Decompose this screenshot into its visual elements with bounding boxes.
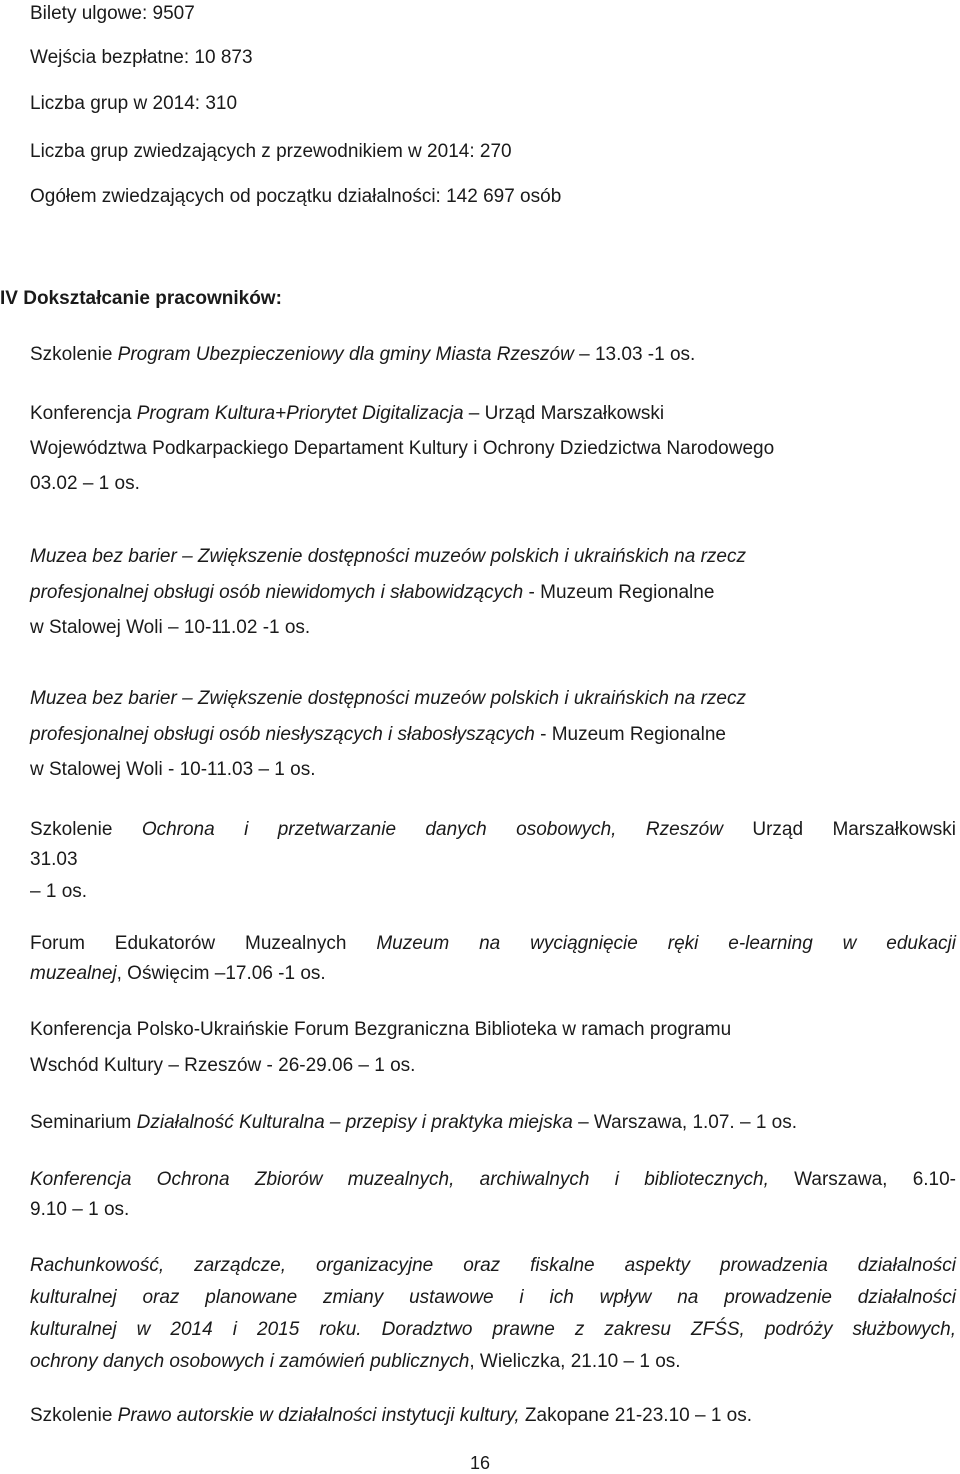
stat-group-count: Liczba grup w 2014: 310 (30, 93, 238, 114)
entry-museums-deaf-line1: Muzea bez barier – Zwiększenie dostępności muzeów polskich i ukraińskich na rzecz (30, 688, 746, 709)
entry-museums-deaf-line3: w Stalowej Woli - 10-11.03 – 1 os. (30, 759, 316, 780)
stat-total-visitors: Ogółem zwiedzających od początku działalności: 142 697 osób (30, 186, 562, 207)
entry-conference-library-line1: Konferencja Polsko-Ukraińskie Forum Bezgraniczna Biblioteka w ramach programu (30, 1019, 732, 1040)
entry-forum-educators-line1: Forum Edukatorów Muzealnych Muzeum na wyciągnięcie ręki e-learning w edukacji (30, 933, 956, 954)
stat-free-entries: Wejścia bezpłatne: 10 873 (30, 47, 253, 68)
section-heading: IV Dokształcanie pracowników: (0, 288, 282, 309)
entry-museums-blind-line2: profesjonalnej obsługi osób niewidomych i słabowidzących - Muzeum Regionalne (30, 582, 715, 603)
entry-forum-educators-line2: muzealnej, Oświęcim –17.06 -1 os. (30, 963, 326, 984)
entry-training-insurance: Szkolenie Program Ubezpieczeniowy dla gminy Miasta Rzeszów – 13.03 -1 os. (30, 344, 696, 365)
entry-conference-collections-line2: 9.10 – 1 os. (30, 1199, 130, 1220)
entry-training-data-protection-line1: Szkolenie Ochrona i przetwarzanie danych osobowych, Rzeszów Urząd Marszałkowski (30, 819, 956, 840)
entry-training-copyright: Szkolenie Prawo autorskie w działalności instytucji kultury, Zakopane 21-23.10 – 1 os. (30, 1405, 753, 1426)
entry-conference-digitalization-line2: Województwa Podkarpackiego Departament Kultury i Ochrony Dziedzictwa Narodowego (30, 438, 775, 459)
entry-accounting-line3: kulturalnej w 2014 i 2015 roku. Doradztwo prawne z zakresu ZFŚS, podróży służbowych, (30, 1319, 956, 1340)
entry-museums-deaf-line2: profesjonalnej obsługi osób niesłyszących i słabosłyszących - Muzeum Regionalne (30, 724, 726, 745)
entry-training-data-protection-line3: – 1 os. (30, 881, 88, 902)
stat-guided-groups: Liczba grup zwiedzających z przewodnikiem w 2014: 270 (30, 141, 512, 162)
entry-conference-digitalization-line3: 03.02 – 1 os. (30, 473, 140, 494)
entry-training-data-protection-line2: 31.03 (30, 849, 78, 870)
entry-accounting-line4: ochrony danych osobowych i zamówień publicznych, Wieliczka, 21.10 – 1 os. (30, 1351, 681, 1372)
entry-conference-library-line2: Wschód Kultury – Rzeszów - 26-29.06 – 1 os. (30, 1055, 416, 1076)
entry-seminar-cultural-activity: Seminarium Działalność Kulturalna – przepisy i praktyka miejska – Warszawa, 1.07. – 1 os. (30, 1112, 798, 1133)
entry-accounting-line2: kulturalnej oraz planowane zmiany ustawowe i ich wpływ na prowadzenie działalności (30, 1287, 956, 1308)
entry-museums-blind-line1: Muzea bez barier – Zwiększenie dostępności muzeów polskich i ukraińskich na rzecz (30, 546, 746, 567)
entry-accounting-line1: Rachunkowość, zarządcze, organizacyjne oraz fiskalne aspekty prowadzenia działalności (30, 1255, 956, 1276)
entry-museums-blind-line3: w Stalowej Woli – 10-11.02 -1 os. (30, 617, 311, 638)
entry-conference-digitalization-line1: Konferencja Program Kultura+Priorytet Digitalizacja – Urząd Marszałkowski (30, 403, 665, 424)
stat-reduced-tickets: Bilety ulgowe: 9507 (30, 3, 195, 24)
entry-conference-collections-line1: Konferencja Ochrona Zbiorów muzealnych, archiwalnych i bibliotecznych, Warszawa, 6.10- (30, 1169, 956, 1190)
page-number: 16 (469, 1453, 491, 1473)
